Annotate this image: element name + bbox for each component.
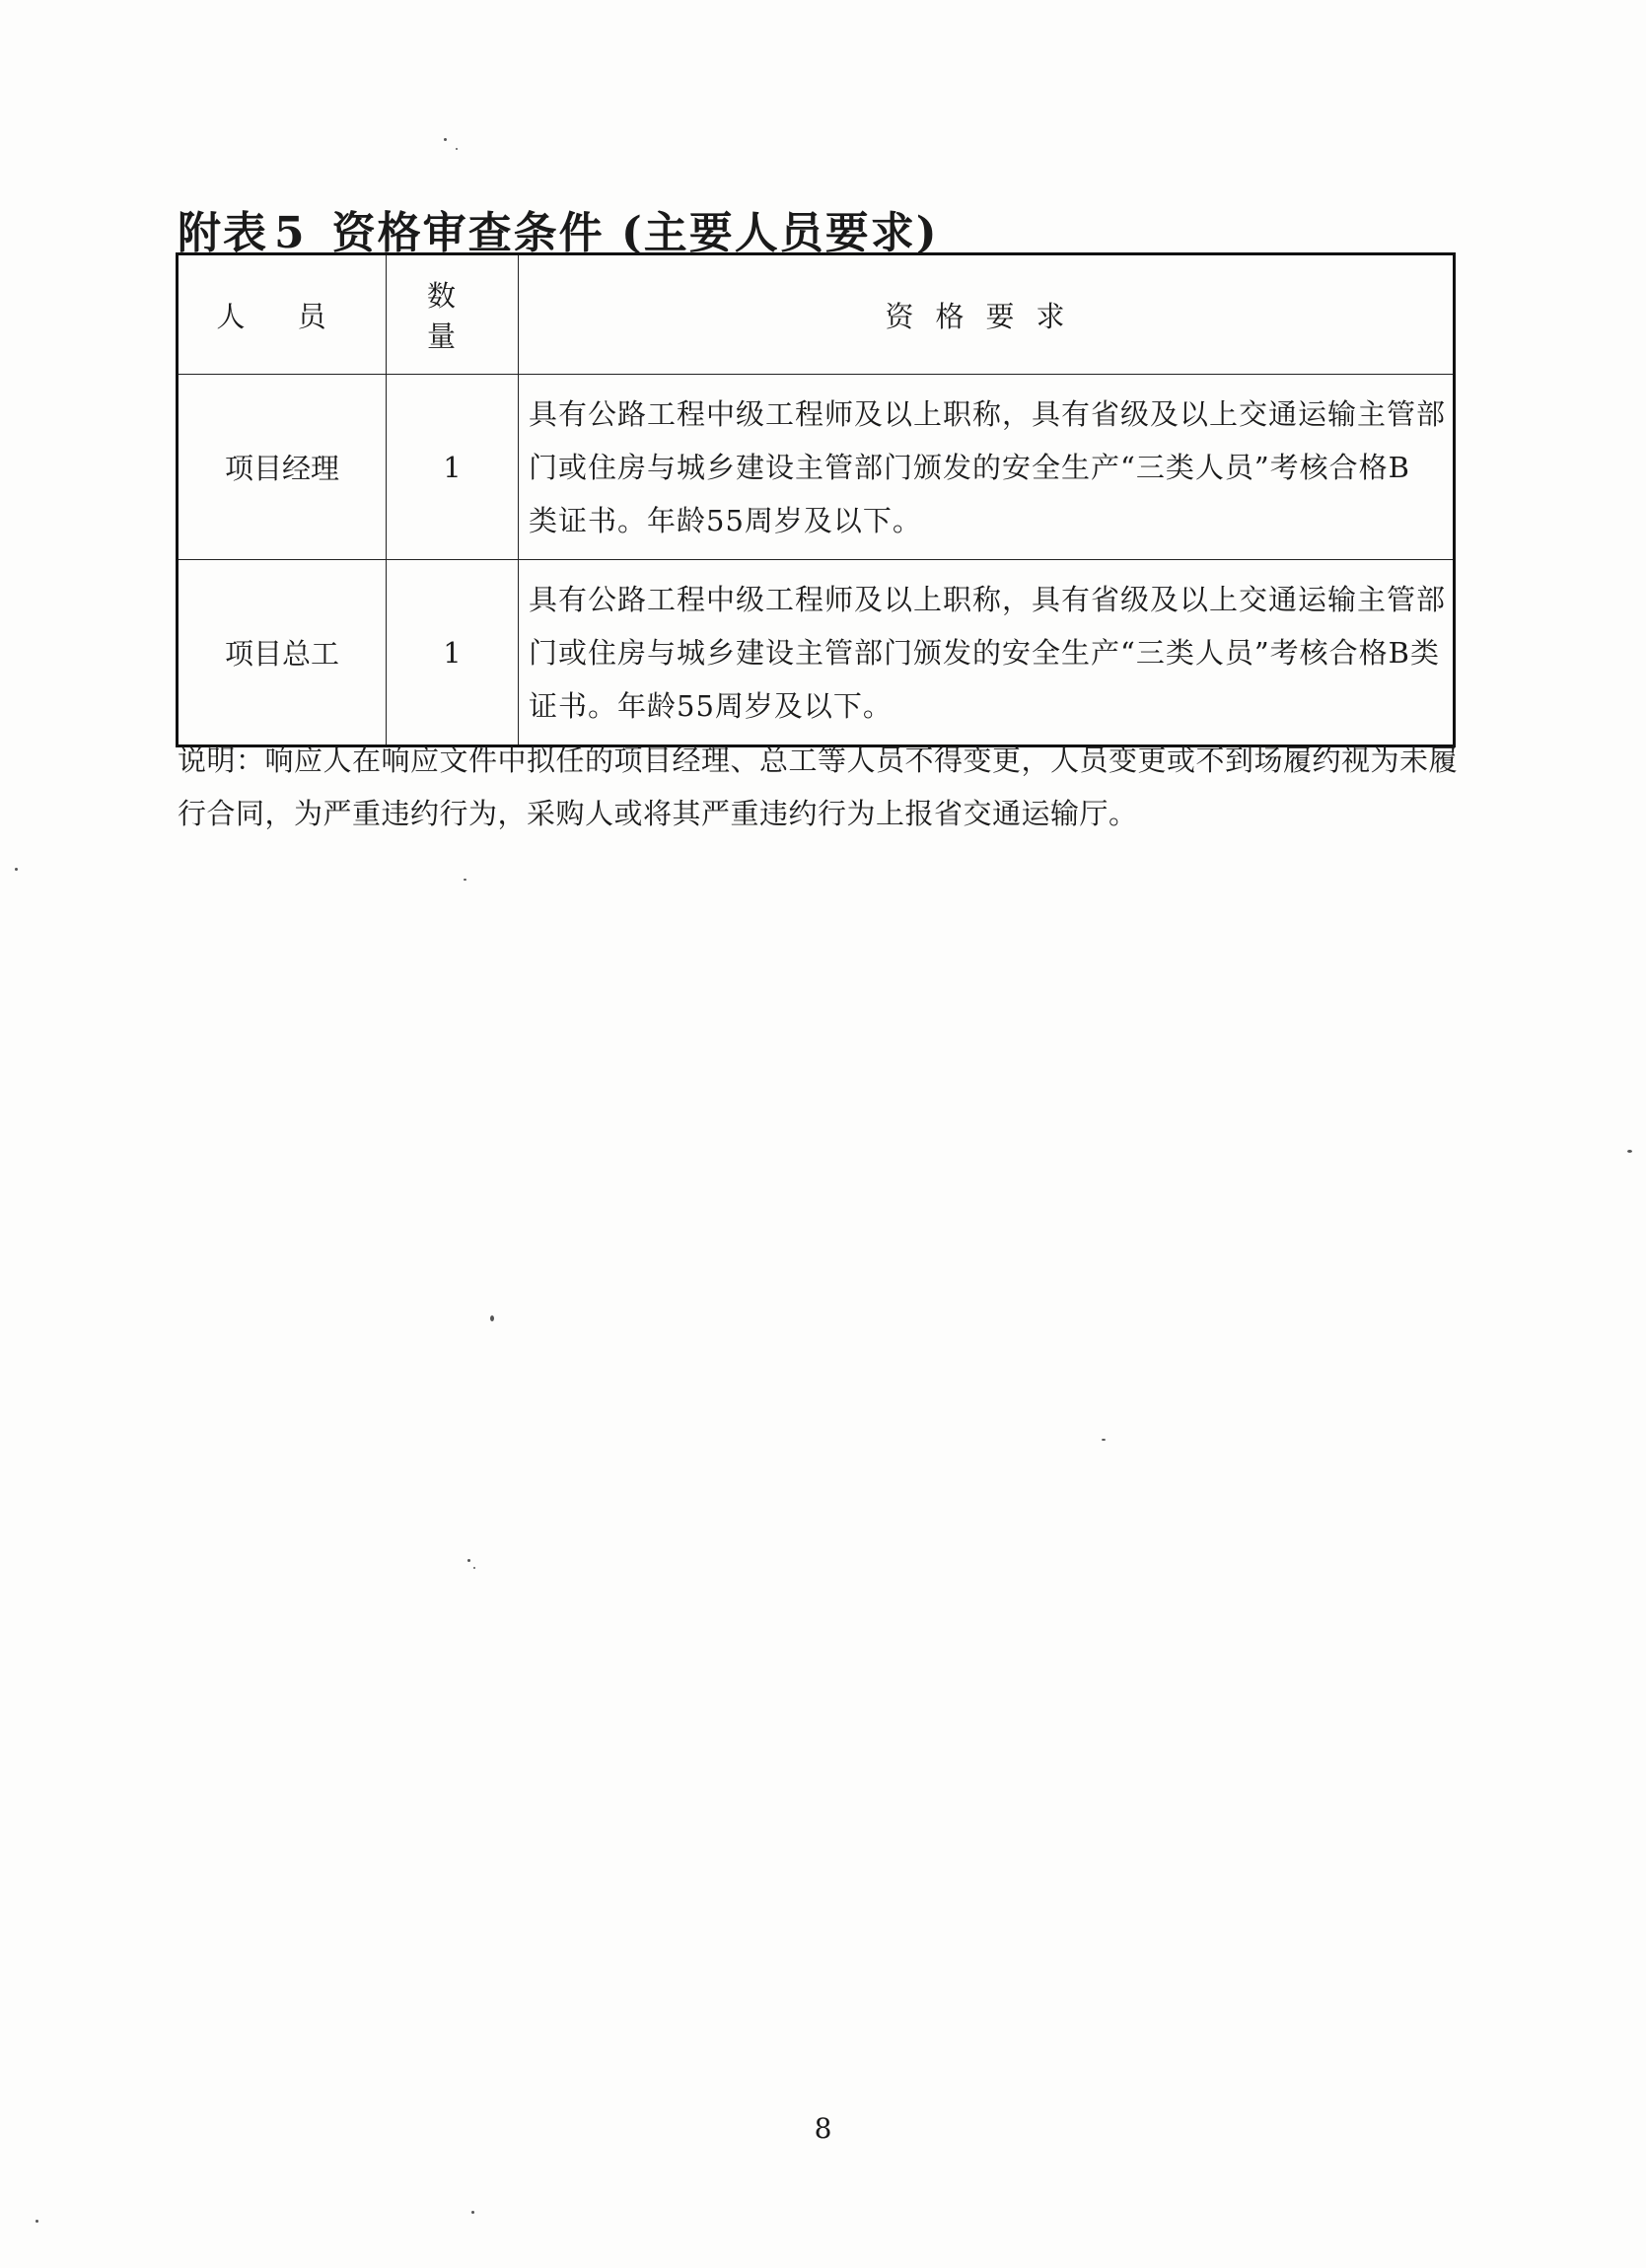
- cell-role: 项目总工: [178, 560, 387, 746]
- cell-role: 项目经理: [178, 375, 387, 560]
- scan-speck: [444, 138, 447, 141]
- title-prefix: 附表: [178, 208, 268, 258]
- scan-speck: [1627, 1150, 1632, 1153]
- cell-quantity: 1: [387, 560, 519, 746]
- page-title: [178, 197, 939, 260]
- scan-speck: [464, 879, 466, 881]
- scan-speck: [473, 1567, 475, 1569]
- title-text: 资格审查条件 (主要人员要求): [331, 208, 939, 258]
- table-row: [178, 375, 1455, 560]
- scan-speck: [467, 1559, 470, 1562]
- header-quantity: 数 量: [387, 254, 519, 375]
- title-number: 5: [274, 208, 307, 258]
- scan-speck: [456, 148, 458, 150]
- note-paragraph: 说明：响应人在响应文件中拟任的项目经理、总工等人员不得变更，人员变更或不到场履约视为未履行合同，为严重违约行为，采购人或将其严重违约行为上报省交通运输厅。: [178, 744, 1459, 830]
- table-header-row: [178, 254, 1455, 375]
- scan-speck: [36, 2220, 38, 2223]
- requirements-table: [176, 252, 1456, 747]
- scan-speck: [1102, 1439, 1106, 1441]
- scan-speck: [471, 2211, 474, 2214]
- page-number: 8: [814, 2112, 832, 2145]
- scan-speck: [15, 868, 18, 871]
- table-row: [178, 560, 1455, 746]
- cell-requirements: 具有公路工程中级工程师及以上职称，具有省级及以上交通运输主管部门或住房与城乡建设主管部门颁发的安全生产“三类人员”考核合格B 类证书。年龄55周岁及以下。: [519, 375, 1455, 560]
- cell-requirements: 具有公路工程中级工程师及以上职称，具有省级及以上交通运输主管部门或住房与城乡建设主管部门颁发的安全生产“三类人员”考核合格B类证书。年龄55周岁及以下。: [519, 560, 1455, 746]
- header-requirements: 资格要求: [519, 254, 1455, 375]
- cell-quantity: 1: [387, 375, 519, 560]
- header-role: 人 员: [178, 254, 387, 375]
- scan-speck: [490, 1315, 494, 1321]
